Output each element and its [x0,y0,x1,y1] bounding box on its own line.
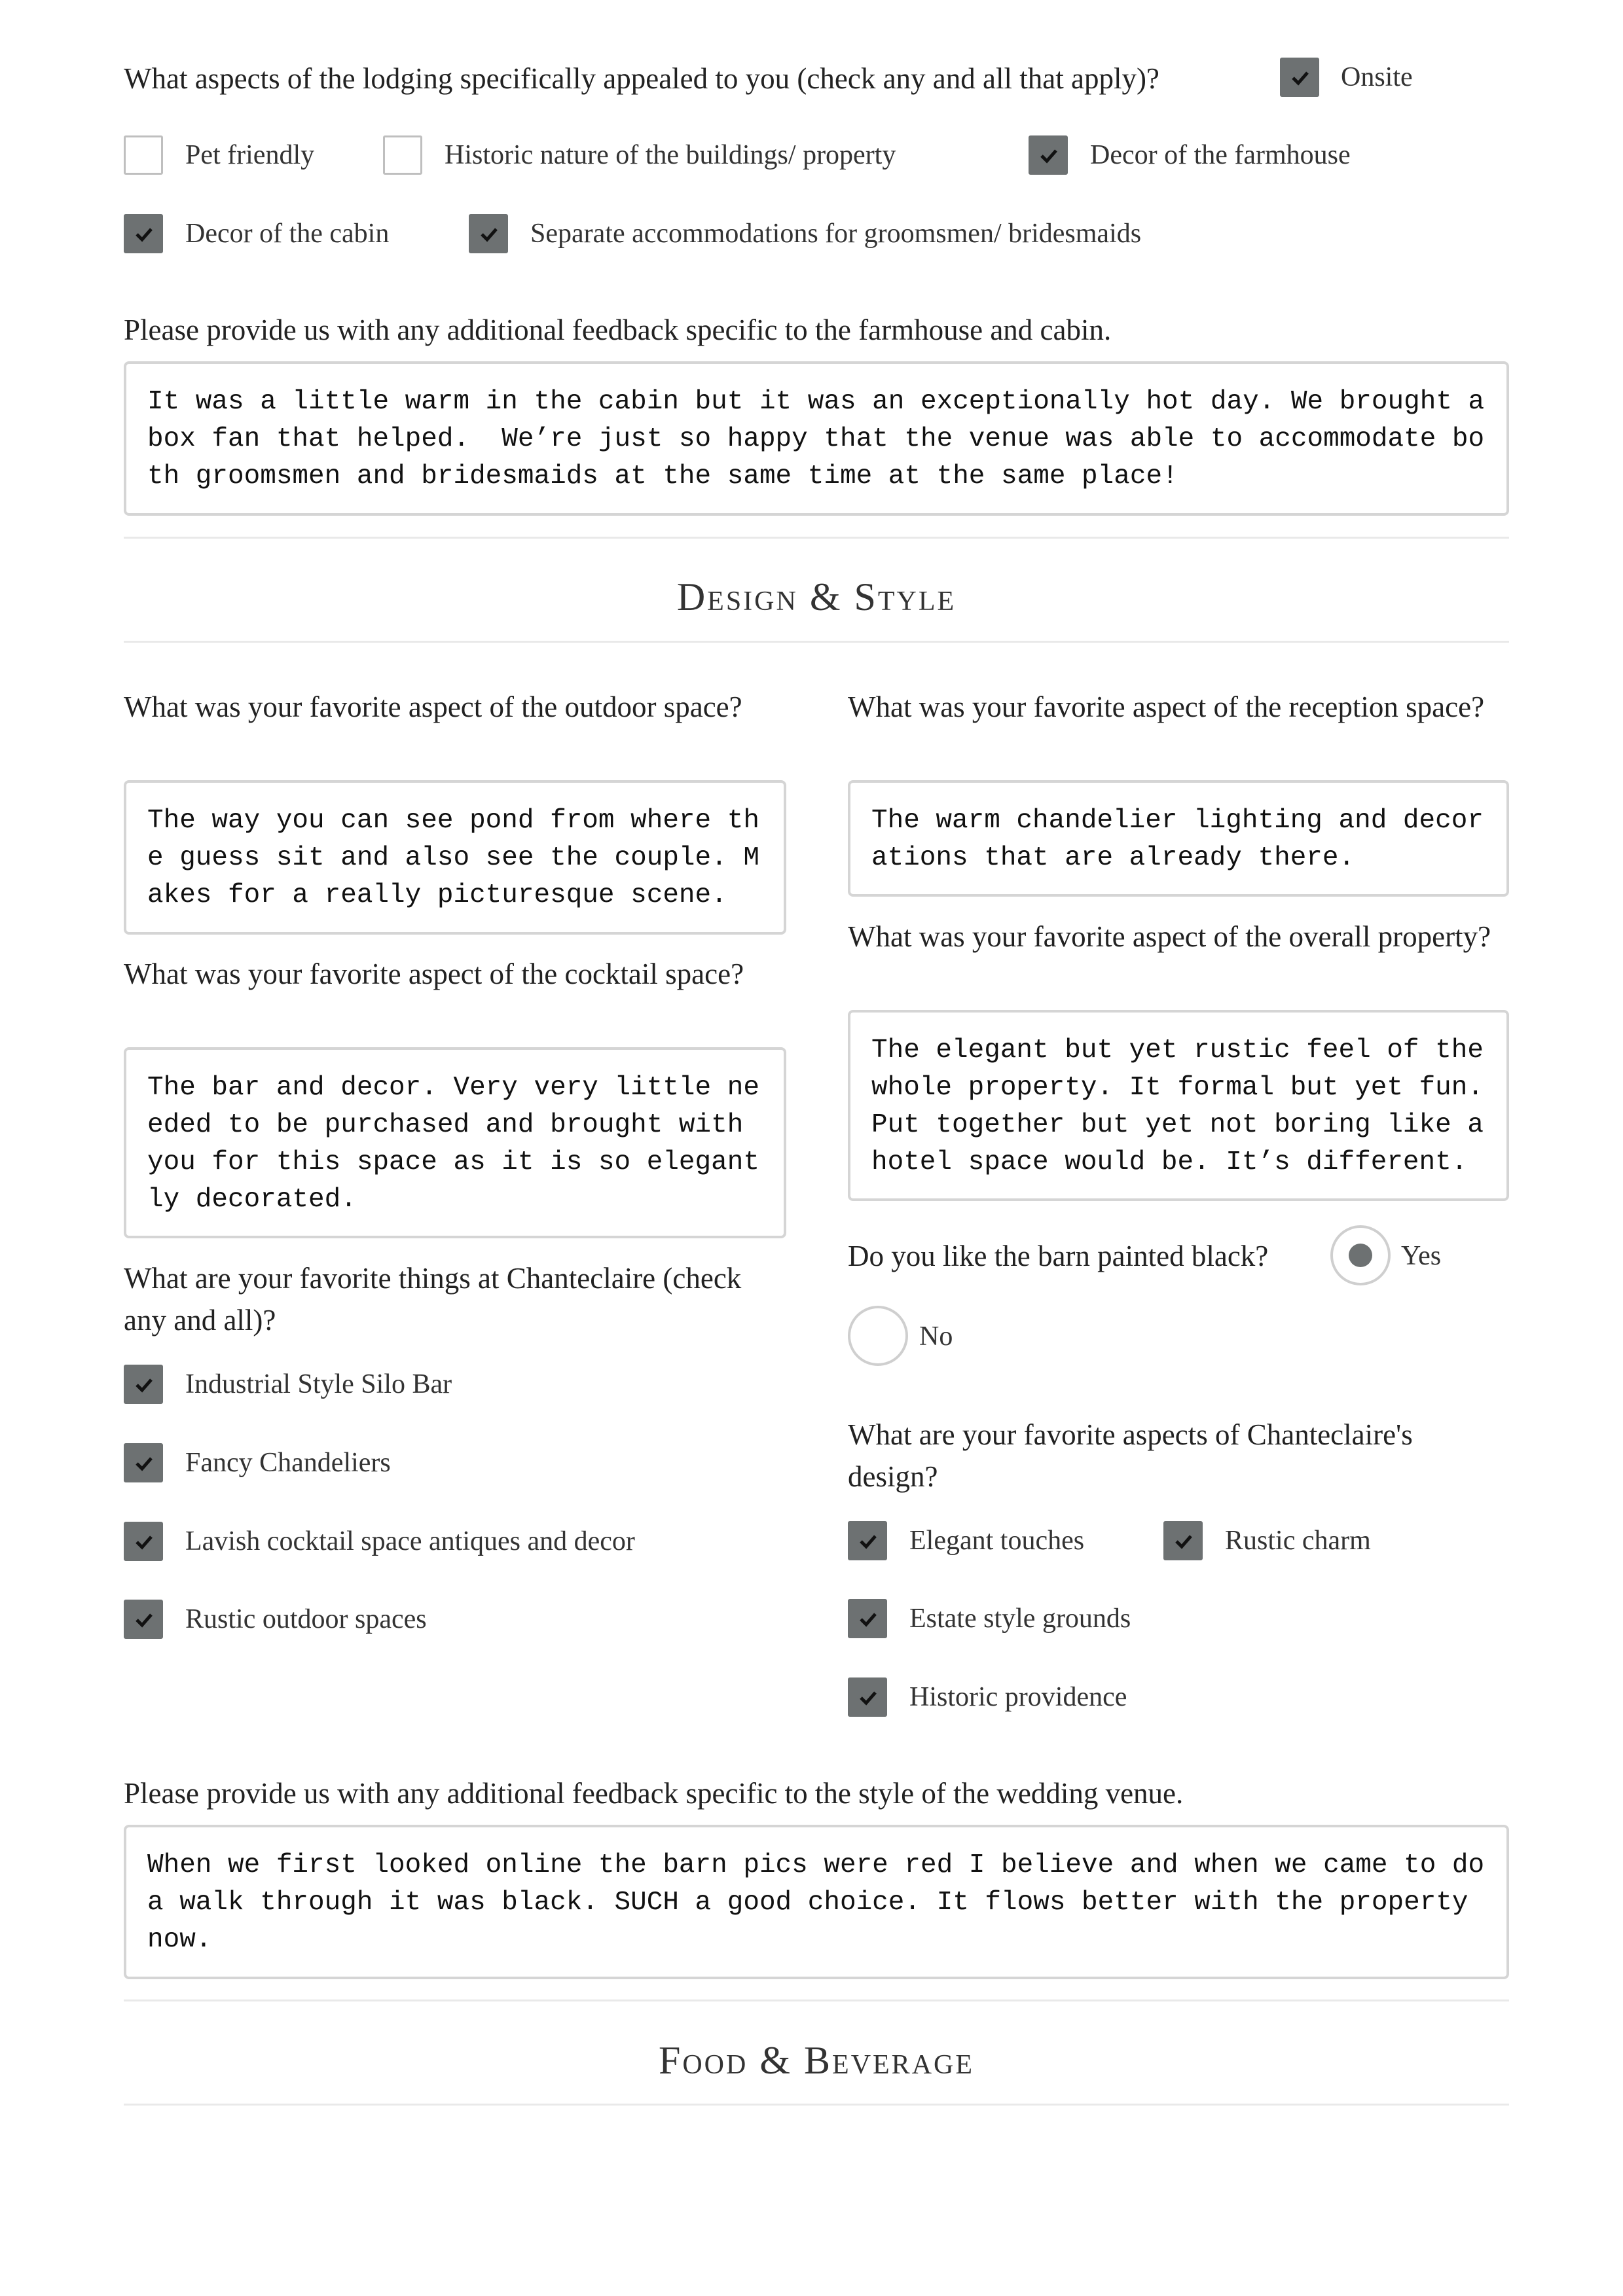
checkbox-silo-bar[interactable] [124,1365,163,1404]
checkmark-icon [135,226,153,243]
lodging-feedback-question: Please provide us with any additional feedback specific to the farmhouse and cabin. [124,314,1112,346]
section-divider [124,2000,1509,2001]
radio-barn-no[interactable] [848,1306,908,1366]
checkmark-icon [135,1455,153,1472]
outdoor-question: What was your favorite aspect of the outdoor space? [124,691,742,723]
radio-selected-dot [1349,1244,1372,1267]
checkmark-icon [859,1611,877,1628]
favorites-question: What are your favorite things at Chanteclaire (check any and all)? [124,1262,742,1336]
lodging-question: What aspects of the lodging specifically appealed to you (check any and all that apply)? [124,62,1159,95]
option-label-rustic-charm: Rustic charm [1225,1526,1371,1556]
style-feedback-question: Please provide us with any additional feedback specific to the style of the wedding venue. [124,1777,1184,1810]
radio-barn-yes[interactable] [1330,1225,1391,1285]
option-label-decor-cabin: Decor of the cabin [185,219,390,249]
checkbox-outdoor-spaces[interactable] [124,1600,163,1639]
checkmark-icon [859,1689,877,1706]
section-divider [124,2104,1509,2106]
section-title-food: Food & Beverage [658,2039,975,2082]
checkbox-decor-cabin[interactable] [124,214,163,253]
option-label-pet-friendly: Pet friendly [185,140,315,170]
option-label-silo-bar: Industrial Style Silo Bar [185,1369,452,1399]
checkbox-historic-providence[interactable] [848,1677,887,1717]
checkbox-rustic-charm[interactable] [1163,1521,1203,1560]
option-label-chandeliers: Fancy Chandeliers [185,1448,391,1478]
reception-question: What was your favorite aspect of the reception space? [848,691,1485,723]
style-feedback-field[interactable]: When we first looked online the barn pics were red I believe and when we came to do a walk through it was black. SUCH a good choice. It flows better with the property now. [124,1825,1509,1979]
checkmark-icon [135,1611,153,1628]
cocktail-answer-field[interactable]: The bar and decor. Very very little needed to be purchased and brought with you for this space as it is so elegantly decorated. [124,1047,786,1238]
checkbox-pet-friendly[interactable] [124,135,163,175]
option-label-onsite: Onsite [1341,62,1413,92]
outdoor-answer-field[interactable]: The way you can see pond from where the guess sit and also see the couple. Makes for a really picturesque scene. [124,780,786,935]
checkbox-decor-farmhouse[interactable] [1029,135,1068,175]
reception-answer-field[interactable]: The warm chandelier lighting and decorations that are already there. [848,780,1509,897]
option-label-elegant-touches: Elegant touches [909,1526,1085,1556]
option-label-estate-grounds: Estate style grounds [909,1604,1131,1634]
checkbox-historic-nature[interactable] [383,135,422,175]
checkbox-elegant-touches[interactable] [848,1521,887,1560]
option-label-historic-nature: Historic nature of the buildings/ property [445,140,896,170]
checkmark-icon [480,226,498,243]
option-label-separate-accommodations: Separate accommodations for groomsmen/ bridesmaids [530,219,1142,249]
checkbox-chandeliers[interactable] [124,1443,163,1482]
section-divider [124,641,1509,643]
radio-label-no: No [919,1321,953,1352]
property-answer-field[interactable]: The elegant but yet rustic feel of the whole property. It formal but yet fun. Put together but yet not boring like a hotel space would be. It’s different. [848,1010,1509,1201]
option-label-cocktail-antiques: Lavish cocktail space antiques and decor [185,1526,635,1556]
checkbox-onsite[interactable] [1280,58,1319,97]
checkbox-separate-accommodations[interactable] [469,214,508,253]
section-divider [124,537,1509,539]
checkmark-icon [1175,1533,1193,1550]
option-label-historic-providence: Historic providence [909,1682,1127,1712]
design-aspects-question: What are your favorite aspects of Chanteclaire's design? [848,1418,1413,1493]
checkbox-estate-grounds[interactable] [848,1599,887,1638]
checkmark-icon [135,1534,153,1551]
cocktail-question: What was your favorite aspect of the cocktail space? [124,958,744,990]
checkmark-icon [1291,69,1309,86]
property-question: What was your favorite aspect of the overall property? [848,920,1491,953]
checkmark-icon [1040,147,1058,164]
checkmark-icon [135,1376,153,1393]
option-label-decor-farmhouse: Decor of the farmhouse [1090,140,1351,170]
radio-label-yes: Yes [1401,1241,1442,1271]
barn-question: Do you like the barn painted black? [848,1240,1269,1272]
section-title-design: Design & Style [676,575,957,619]
checkmark-icon [859,1533,877,1550]
checkbox-cocktail-antiques[interactable] [124,1522,163,1561]
option-label-outdoor-spaces: Rustic outdoor spaces [185,1604,427,1634]
lodging-feedback-field[interactable]: It was a little warm in the cabin but it was an exceptionally hot day. We brought a box fan that helped. We’re just so happy that the venue was able to accommodate both groomsmen and bridesmaids at the same time at the same place! [124,361,1509,516]
